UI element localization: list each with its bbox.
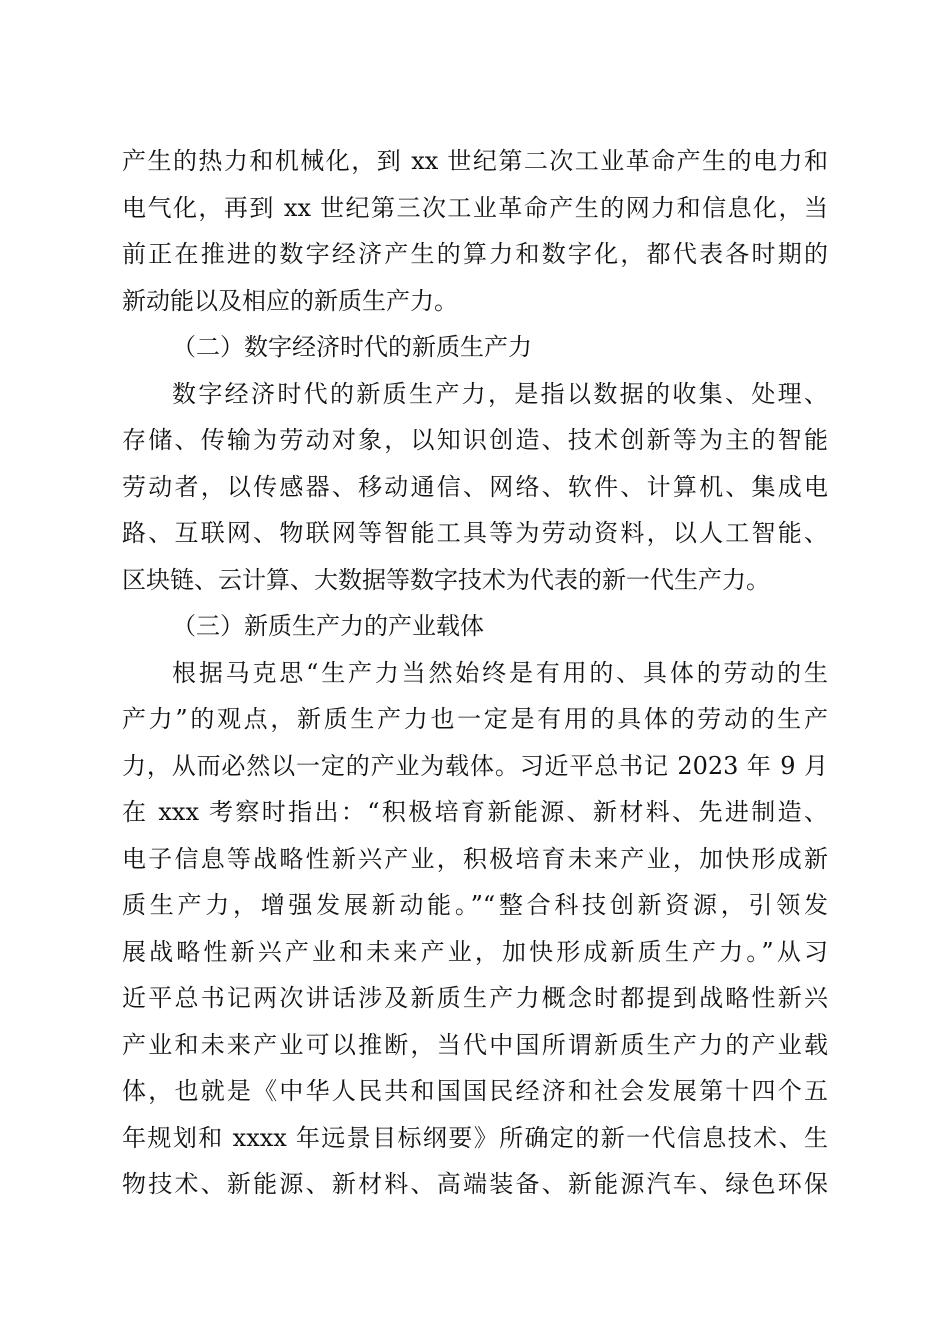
text-line: 前正在推进的数字经济产生的算力和数字化，都代表各时期的 bbox=[122, 240, 828, 268]
text-line: 电气化，再到 xx 世纪第三次工业革命产生的网力和信息化，当 bbox=[122, 193, 828, 222]
text-line: 路、互联网、物联网等智能工具等为劳动资料，以人工智能、 bbox=[122, 519, 828, 547]
text-line: 根据马克思“生产力当然始终是有用的、具体的劳动的生 bbox=[172, 658, 828, 687]
text-line: 物技术、新能源、新材料、高端装备、新能源汽车、绿色环保 bbox=[122, 1170, 828, 1198]
text-line: 产力”的观点，新质生产力也一定是有用的具体的劳动的生产 bbox=[122, 705, 828, 733]
text-line: 劳动者，以传感器、移动通信、网络、软件、计算机、集成电 bbox=[122, 472, 828, 501]
document-body bbox=[122, 138, 828, 1208]
paragraph-industrial-revolutions bbox=[122, 138, 828, 324]
paragraph-industry-carrier bbox=[122, 650, 828, 1208]
text-line: 力，从而必然以一定的产业为载体。习近平总书记 2023 年 9 月 bbox=[122, 751, 828, 780]
text-line: 存储、传输为劳动对象，以知识创造、技术创新等为主的智能 bbox=[122, 426, 828, 454]
text-line: 产生的热力和机械化，到 xx 世纪第二次工业革命产生的电力和 bbox=[122, 147, 828, 175]
text-line: 年规划和 xxxx 年远景目标纲要》所确定的新一代信息技术、生 bbox=[122, 1123, 828, 1152]
text-line: 区块链、云计算、大数据等数字技术为代表的新一代生产力。 bbox=[122, 565, 770, 594]
text-line: 展战略性新兴产业和未来产业，加快形成新质生产力。”从习 bbox=[122, 937, 828, 966]
paragraph-digital-economy bbox=[122, 371, 828, 604]
text-line: 质生产力，增强发展新动能。”“整合科技创新资源，引领发 bbox=[122, 891, 828, 919]
text-line: 近平总书记两次讲话涉及新质生产力概念时都提到战略性新兴 bbox=[122, 984, 828, 1012]
text-line: 在 xxx 考察时指出：“积极培育新能源、新材料、先进制造、 bbox=[122, 798, 828, 826]
text-line: 数字经济时代的新质生产力，是指以数据的收集、处理、 bbox=[172, 379, 828, 408]
text-line: 新动能以及相应的新质生产力。 bbox=[122, 286, 458, 315]
text-line: 体，也就是《中华人民共和国国民经济和社会发展第十四个五 bbox=[122, 1077, 828, 1105]
text-line: 产业和未来产业可以推断，当代中国所谓新质生产力的产业载 bbox=[122, 1030, 828, 1059]
section-heading-digital-economy: （二）数字经济时代的新质生产力 bbox=[172, 333, 532, 361]
text-line: 电子信息等战略性新兴产业，积极培育未来产业，加快形成新 bbox=[122, 844, 828, 873]
section-heading-industry-carrier: （三）新质生产力的产业载体 bbox=[172, 612, 484, 640]
